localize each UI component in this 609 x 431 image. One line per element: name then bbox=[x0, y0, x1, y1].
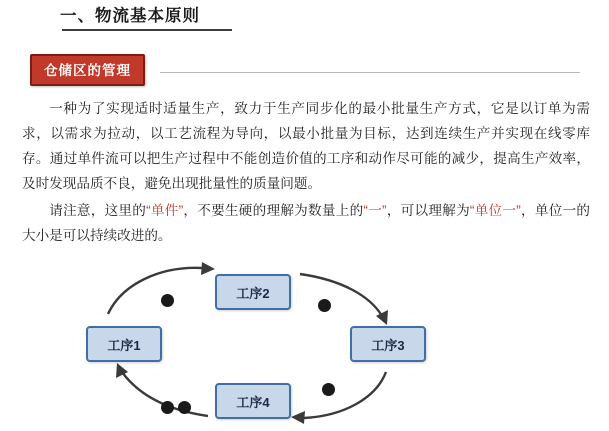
body-text-run: ，不要生硬的理解为数量上的 bbox=[183, 203, 364, 218]
body-text-run: ，可以理解为 bbox=[386, 203, 470, 218]
process-node-3 bbox=[350, 326, 426, 362]
process-node-2 bbox=[215, 274, 291, 310]
section-banner bbox=[30, 54, 145, 86]
process-flow-diagram bbox=[60, 258, 480, 431]
work-in-process-dot bbox=[318, 299, 331, 312]
process-node-1-label: 工序1 bbox=[107, 337, 141, 353]
process-node-4-label: 工序4 bbox=[236, 394, 270, 410]
section-banner-label: 仓储区的管理 bbox=[44, 63, 131, 78]
body-text-run: 请注意，这里的 bbox=[49, 203, 147, 218]
emphasis-text: “单位一” bbox=[469, 203, 521, 218]
body-text-run: 一种为了实现适时适量生产，致力于生产同步化的最小批量生产方式，它是以订单为需求，以需求为拉动，以工艺流程为导向，以最小批量为目标，达到连续生产并实现在线零库存。通过单件流可以把生产过程中不能创造价值的工序和动作尽可能的减少，提高生产效率，及时发现品质不良，避免出现批量性的质量问题。 bbox=[22, 101, 590, 191]
work-in-process-dot bbox=[161, 294, 174, 307]
emphasis-text: “单件” bbox=[146, 203, 184, 218]
work-in-process-dot bbox=[322, 383, 335, 396]
body-copy bbox=[22, 96, 590, 250]
process-node-1 bbox=[86, 326, 162, 362]
process-node-2-label: 工序2 bbox=[236, 285, 270, 301]
banner-divider bbox=[160, 72, 580, 73]
page-title bbox=[60, 4, 200, 28]
work-in-process-dot bbox=[161, 401, 174, 414]
paragraph-1 bbox=[22, 96, 590, 196]
process-node-4 bbox=[215, 383, 291, 419]
page-title-text: 一、物流基本原则 bbox=[60, 7, 200, 25]
paragraph-2 bbox=[22, 198, 590, 248]
body-text-run: ，单位一的大小是可以持续改进的。 bbox=[22, 203, 591, 243]
emphasis-text: “一” bbox=[363, 203, 387, 218]
work-in-process-dot bbox=[178, 401, 191, 414]
process-node-3-label: 工序3 bbox=[371, 337, 405, 353]
title-underline bbox=[62, 29, 232, 31]
